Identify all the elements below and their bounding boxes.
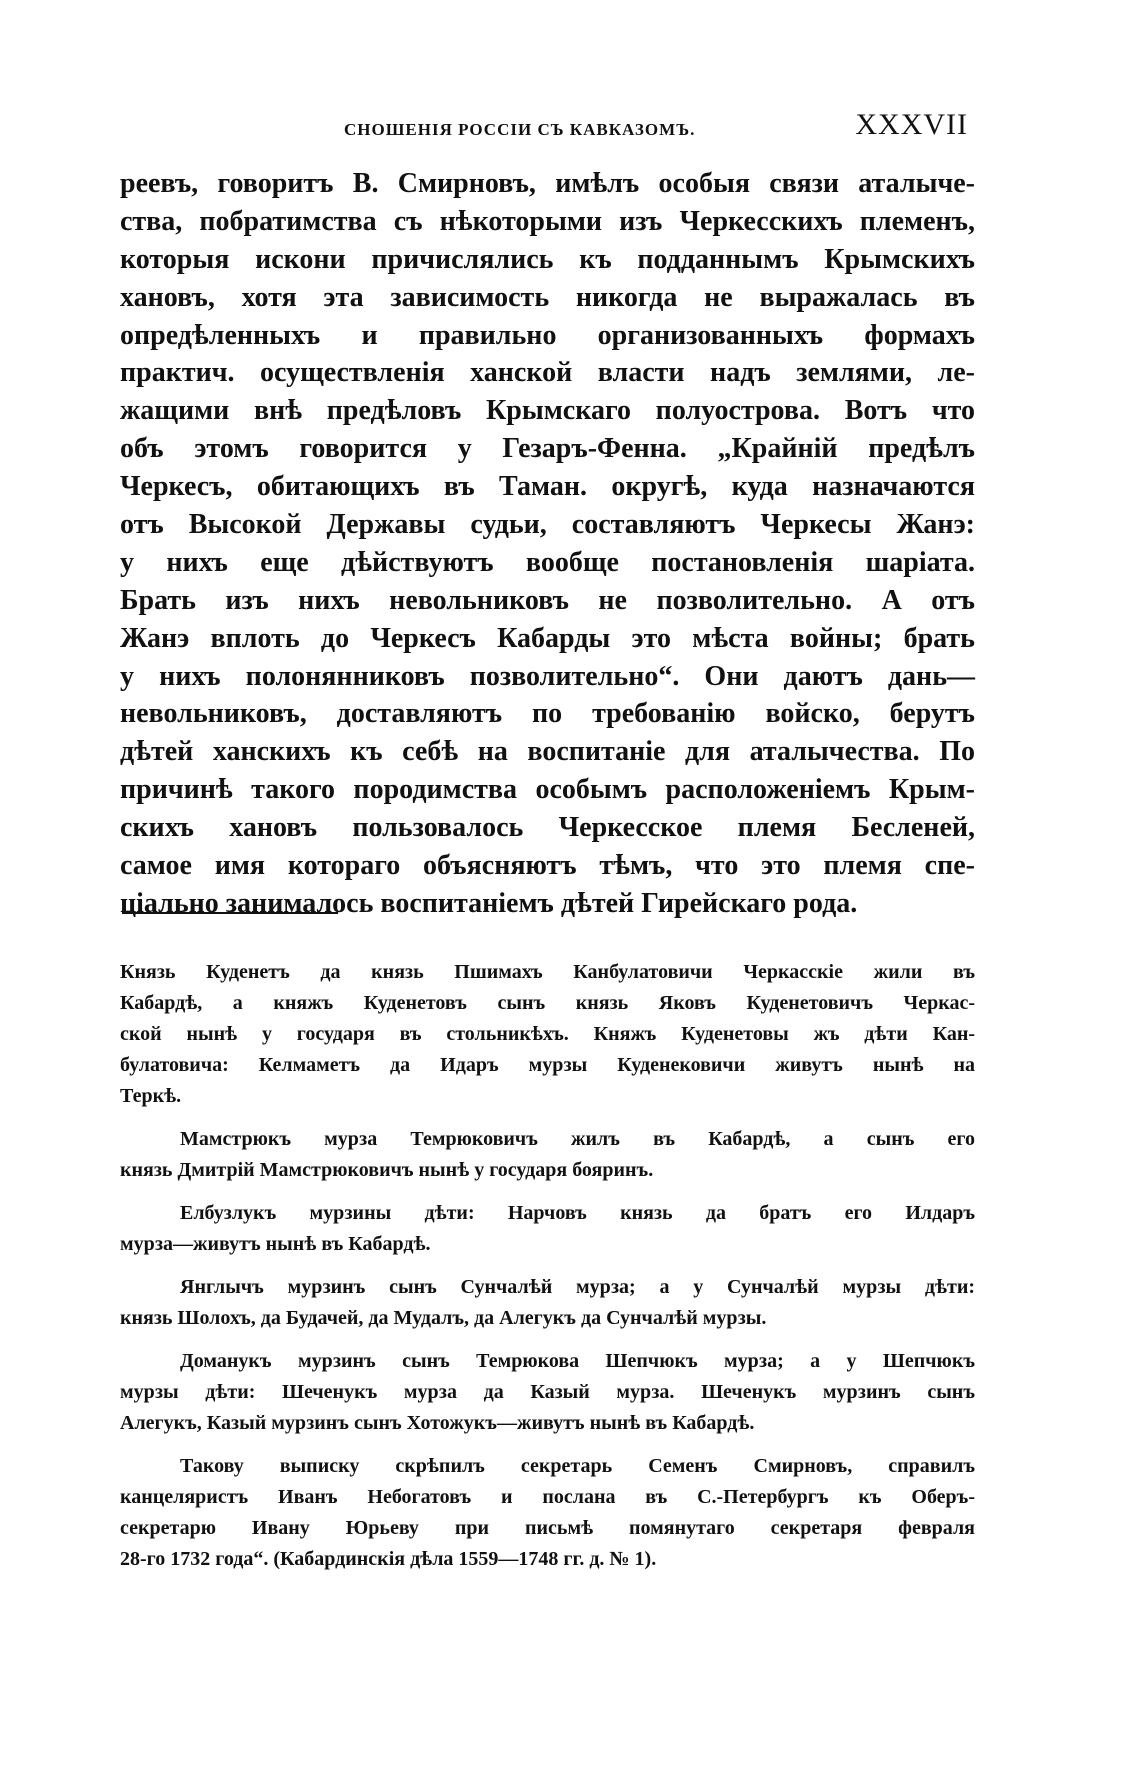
footnote-line: Князь Куденетъ да князь Пшимахъ Канбулатовичи Черкасскіе жили въ: [120, 961, 975, 983]
text-line: причинѣ такого породимства особымъ расположеніемъ Крым-: [120, 774, 975, 806]
text-line: невольниковъ, доставляютъ по требованію войско, берутъ: [120, 698, 975, 730]
text-line: жащими внѣ предѣловъ Крымскаго полуострова. Вотъ что: [120, 395, 975, 427]
footnote-separator: [122, 912, 338, 914]
footnote-line: князь Шолохъ, да Будачей, да Мудалъ, да Алегукъ да Сунчалѣй мурзы.: [120, 1307, 767, 1329]
text-line: Брать изъ нихъ невольниковъ не позволительно. А отъ: [120, 584, 975, 616]
text-line: Черкесъ, обитающихъ въ Таман. округѣ, куда назначаются: [120, 471, 975, 503]
text-line: опредѣленныхъ и правильно организованныхъ формахъ: [120, 319, 975, 351]
text-line: ства, побратимства съ нѣкоторыми изъ Черкесскихъ племенъ,: [120, 205, 975, 237]
footnote-line: Алегукъ, Казый мурзинъ сынъ Хотожукъ—живутъ нынѣ въ Кабардѣ.: [120, 1412, 755, 1434]
text-line: у нихъ полонянниковъ позволительно“. Они даютъ дань—: [120, 660, 975, 692]
footnote-paragraph: [120, 1272, 975, 1334]
footnote-paragraph: [120, 1124, 975, 1186]
main-text: [120, 165, 975, 923]
text-line: Жанэ вплоть до Черкесъ Кабарды это мѣста войны; брать: [120, 622, 975, 654]
footnote-line: Янглычъ мурзинъ сынъ Сунчалѣй мурза; а у Сунчалѣй мурзы дѣти:: [180, 1276, 975, 1298]
text-line: которыя искони причислялись къ подданнымъ Крымскихъ: [120, 243, 975, 275]
running-title: СНОШЕНІЯ РОССІИ СЪ КАВКАЗОМЪ.: [344, 120, 696, 139]
text-line: дѣтей ханскихъ къ себѣ на воспитаніе для аталычества. По: [120, 736, 975, 768]
footnote-line: канцеляристъ Иванъ Небогатовъ и послана въ С.-Петербургъ къ Оберъ-: [120, 1486, 975, 1508]
text-line: скихъ хановъ пользовалось Черкесское племя Бесленей,: [120, 812, 975, 844]
footnote-block: [120, 957, 975, 1587]
page-number: XXXVII: [855, 108, 968, 141]
text-line: самое имя котораго объясняютъ тѣмъ, что это племя спе-: [120, 850, 975, 882]
footnote-line: мурза—живутъ нынѣ въ Кабардѣ.: [120, 1233, 431, 1255]
running-head: [120, 108, 976, 148]
footnote-line: 28-го 1732 года“. (Кабардинскія дѣла 1559—1748 гг. д. № 1).: [120, 1548, 657, 1570]
text-line: у нихъ еще дѣйствуютъ вообще постановленія шаріата.: [120, 546, 975, 578]
footnote-line: Такову выписку скрѣпилъ секретарь Семенъ Смирновъ, справилъ: [180, 1455, 975, 1477]
footnote-line: Доманукъ мурзинъ сынъ Темрюкова Шепчюкъ мурза; а у Шепчюкъ: [180, 1350, 975, 1372]
text-line: реевъ, говоритъ В. Смирновъ, имѣлъ особыя связи аталыче-: [120, 168, 975, 199]
footnote-line: Теркѣ.: [120, 1085, 182, 1107]
text-line: отъ Высокой Державы судьи, составляютъ Черкесы Жанэ:: [120, 509, 975, 541]
footnote-line: секретарю Ивану Юрьеву при письмѣ помянутаго секретаря февраля: [120, 1517, 975, 1539]
text-line: хановъ, хотя эта зависимость никогда не выражалась въ: [120, 281, 975, 313]
text-line: ціально занималось воспитаніемъ дѣтей Гирейскаго рода.: [120, 887, 858, 919]
text-line: объ этомъ говорится у Гезаръ-Фенна. „Крайній предѣлъ: [120, 433, 975, 465]
footnote-line: булатовича: Келмаметъ да Идаръ мурзы Куденековичи живутъ нынѣ на: [120, 1054, 975, 1076]
footnote-paragraph: [120, 1198, 975, 1260]
footnote-line: князь Дмитрій Мамстрюковичъ нынѣ у государя бояринъ.: [120, 1159, 654, 1181]
footnote-paragraph: [120, 1451, 975, 1575]
footnote-line: ской нынѣ у государя въ стольникѣхъ. Княжъ Куденетовы жъ дѣти Кан-: [120, 1023, 975, 1045]
footnote-paragraph: [120, 957, 975, 1112]
footnote-line: мурзы дѣти: Шеченукъ мурза да Казый мурза. Шеченукъ мурзинъ сынъ: [120, 1381, 975, 1403]
footnote-line: Мамстрюкъ мурза Темрюковичъ жилъ въ Кабардѣ, а сынъ его: [180, 1128, 975, 1150]
footnote-line: Кабардѣ, а княжъ Куденетовъ сынъ князь Яковъ Куденетовичъ Черкас-: [120, 992, 975, 1014]
text-line: практич. осуществленія ханской власти надъ землями, ле-: [120, 357, 975, 389]
footnote-line: Елбузлукъ мурзины дѣти: Нарчовъ князь да братъ его Илдаръ: [180, 1202, 975, 1224]
footnote-paragraph: [120, 1346, 975, 1439]
